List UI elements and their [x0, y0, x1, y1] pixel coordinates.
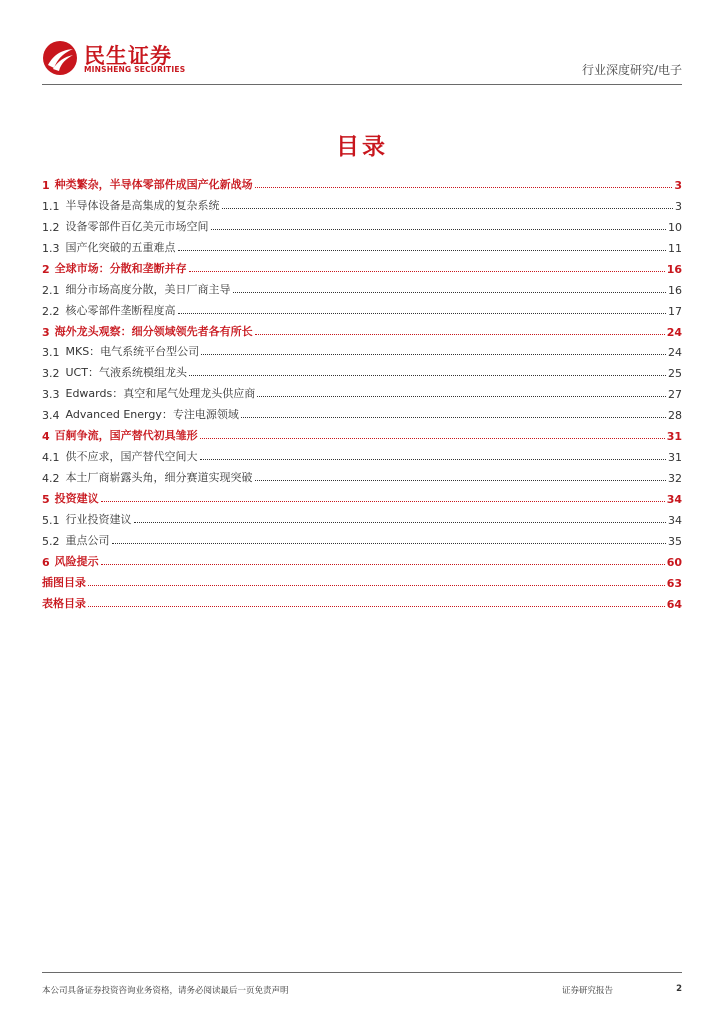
- toc-entry-page: 63: [666, 576, 682, 590]
- toc-entry-number: 6: [42, 555, 50, 569]
- toc-entry-number: 3.1: [42, 346, 60, 360]
- toc-entry-number: 3.4: [42, 409, 60, 423]
- toc-dot-leader: [189, 271, 665, 272]
- toc-entry-title: 本土厂商崭露头角，细分赛道实现突破: [65, 471, 253, 485]
- toc-entry-number: 1.1: [42, 199, 60, 213]
- toc-entry-page: 32: [668, 472, 682, 486]
- toc-dot-leader: [112, 543, 667, 544]
- toc-entry[interactable]: [42, 548, 682, 569]
- toc-entry-number: 4: [42, 430, 50, 444]
- toc-dot-leader: [88, 585, 665, 586]
- toc-dot-leader: [200, 438, 665, 439]
- toc-entry[interactable]: [42, 255, 682, 276]
- toc-entry-title: 海外龙头观察：细分领域领先者各有所长: [54, 324, 253, 338]
- toc-entry[interactable]: [42, 192, 682, 213]
- toc-dot-leader: [222, 208, 674, 209]
- toc-entry-title: 半导体设备是高集成的复杂系统: [65, 198, 220, 212]
- toc-entry-title: 种类繁杂，半导体零部件成国产化新战场: [54, 177, 253, 191]
- header-divider: [42, 84, 682, 85]
- toc-dot-leader: [201, 354, 666, 355]
- toc-entry-page: 28: [668, 409, 682, 423]
- toc-entry-title: UCT：气液系统模组龙头: [65, 366, 187, 380]
- toc-entry-title: 行业投资建议: [65, 512, 132, 526]
- toc-entry-number: 5: [42, 493, 50, 506]
- toc-entry-number: 3: [42, 325, 50, 339]
- toc-dot-leader: [255, 334, 665, 335]
- toc-entry-title: Advanced Energy：专注电源领域: [65, 408, 239, 422]
- toc-entry-page: 24: [666, 325, 682, 339]
- footer-page-number: 2: [676, 984, 682, 994]
- toc-dot-leader: [189, 375, 666, 376]
- toc-entry-title: 表格目录: [42, 596, 86, 610]
- toc-entry-page: 64: [666, 597, 682, 611]
- toc-entry[interactable]: [42, 318, 682, 339]
- toc-entry-title: 重点公司: [65, 533, 110, 547]
- toc-entry[interactable]: [42, 527, 682, 548]
- toc-dot-leader: [241, 417, 666, 418]
- toc-entry-page: 35: [668, 534, 682, 548]
- toc-entry[interactable]: [42, 380, 682, 401]
- toc-entry-page: 34: [666, 493, 682, 506]
- toc-entry-number: 3.3: [42, 388, 60, 402]
- toc-entry[interactable]: [42, 443, 682, 464]
- toc-entry-page: 3: [675, 199, 682, 213]
- toc-entry-title: 全球市场：分散和垄断并存: [54, 261, 187, 275]
- toc-entry[interactable]: [42, 339, 682, 360]
- toc-entry-title: 设备零部件百亿美元市场空间: [65, 219, 209, 233]
- toc-dot-leader: [88, 606, 665, 607]
- toc-entry-number: 5.2: [42, 534, 60, 548]
- report-category: 行业深度研究/电子: [581, 63, 682, 77]
- toc-entry[interactable]: [42, 171, 682, 192]
- toc-entry-page: 34: [668, 513, 682, 527]
- footer-disclaimer: 本公司具备证券投资咨询业务资格，请务必阅读最后一页免责声明: [42, 986, 289, 996]
- toc-entry-page: 31: [668, 451, 682, 465]
- footer-divider: [42, 972, 682, 973]
- minsheng-logo: [42, 38, 242, 82]
- toc-entry-title: 插图目录: [42, 575, 86, 589]
- toc-entry-number: 1.3: [42, 241, 60, 255]
- toc-dot-leader: [257, 396, 666, 397]
- toc-dot-leader: [101, 564, 665, 565]
- toc-entry-number: 2: [42, 262, 50, 276]
- toc-entry[interactable]: [42, 234, 682, 255]
- toc-entry-page: 25: [668, 367, 682, 381]
- toc-entry-title: 百舸争流，国产替代初具雏形: [54, 429, 198, 443]
- toc-entry[interactable]: [42, 359, 682, 380]
- toc-entry-page: 11: [668, 241, 682, 255]
- toc-dot-leader: [211, 229, 667, 230]
- toc-entry-number: 4.2: [42, 472, 60, 486]
- toc-entry[interactable]: [42, 485, 682, 506]
- toc-dot-leader: [200, 459, 667, 460]
- toc-entry-page: 3: [674, 178, 682, 192]
- minsheng-logo-icon: [42, 40, 78, 76]
- toc-entry-title: MKS：电气系统平台型公司: [65, 345, 200, 359]
- toc-dot-leader: [178, 313, 667, 314]
- toc-entry[interactable]: [42, 401, 682, 422]
- toc-dot-leader: [255, 480, 667, 481]
- toc-entry-title: 核心零部件垄断程度高: [65, 303, 176, 317]
- toc-entry-number: 2.2: [42, 304, 60, 318]
- toc-entry[interactable]: [42, 569, 682, 590]
- toc-entry-page: 10: [668, 220, 682, 234]
- toc-entry-number: 1: [42, 178, 50, 192]
- toc-entry-title: Edwards：真空和尾气处理龙头供应商: [65, 387, 256, 401]
- toc-entry-page: 16: [666, 262, 682, 276]
- toc-dot-leader: [134, 522, 667, 523]
- toc-entry[interactable]: [42, 276, 682, 297]
- toc-dot-leader: [178, 250, 667, 251]
- page-title: 目录: [336, 134, 388, 160]
- toc-entry-page: 16: [668, 283, 682, 297]
- logo-english-name: MINSHENG SECURITIES: [84, 65, 186, 74]
- toc-entry-title: 风险提示: [54, 554, 99, 568]
- toc-entry[interactable]: [42, 422, 682, 443]
- logo-chinese-name: 民生证券: [84, 44, 172, 68]
- toc-entry-title: 国产化突破的五重难点: [65, 240, 176, 254]
- toc-dot-leader: [233, 292, 667, 293]
- toc-entry-title: 供不应求，国产替代空间大: [65, 450, 198, 464]
- toc-entry[interactable]: [42, 213, 682, 234]
- toc-dot-leader: [101, 501, 665, 502]
- toc-entry-page: 17: [668, 304, 682, 318]
- toc-entry-number: 3.2: [42, 367, 60, 381]
- toc-entry-number: 4.1: [42, 451, 60, 465]
- toc-entry-title: 细分市场高度分散，美日厂商主导: [65, 282, 231, 296]
- toc-entry[interactable]: [42, 464, 682, 485]
- page-header: [42, 38, 682, 86]
- footer-report-type: 证券研究报告: [562, 986, 614, 996]
- toc-entry[interactable]: [42, 590, 682, 611]
- toc-entry-number: 2.1: [42, 283, 60, 297]
- toc-entry-page: 31: [666, 430, 682, 444]
- toc-entry-number: 5.1: [42, 513, 60, 527]
- toc-entry[interactable]: [42, 297, 682, 318]
- toc-entry[interactable]: [42, 506, 682, 527]
- toc-dot-leader: [255, 187, 673, 188]
- table-of-contents: [42, 171, 682, 611]
- toc-entry-number: 1.2: [42, 220, 60, 234]
- toc-entry-page: 60: [666, 555, 682, 569]
- toc-entry-page: 24: [668, 346, 682, 360]
- toc-entry-title: 投资建议: [54, 492, 99, 505]
- toc-entry-page: 27: [668, 388, 682, 402]
